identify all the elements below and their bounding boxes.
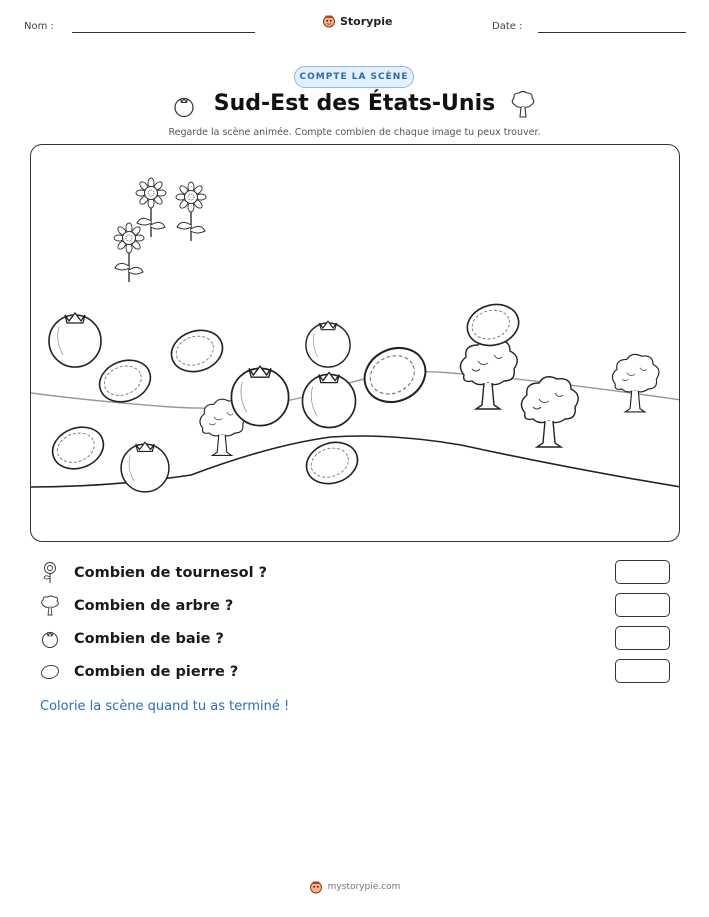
question-row-sunflower <box>40 560 670 586</box>
berry <box>306 321 350 367</box>
scene-illustration <box>31 145 680 542</box>
stone <box>301 436 363 490</box>
date-field-line[interactable] <box>538 32 686 33</box>
instructions: Regarde la scène animée. Compte combien de chaque image tu peux trouver. <box>168 127 541 138</box>
berry-icon <box>40 629 60 649</box>
tree <box>521 377 578 447</box>
stone <box>166 324 228 378</box>
tree-icon <box>509 90 537 120</box>
question-row-tree <box>40 593 670 619</box>
activity-badge: COMPTE LA SCÈNE <box>294 66 414 88</box>
question-text: Combien de tournesol ? <box>74 565 268 581</box>
date-label: Date : <box>492 21 523 32</box>
tree-icon <box>40 596 60 616</box>
berry <box>121 442 169 492</box>
brand-logo <box>322 14 392 28</box>
tree <box>612 354 659 412</box>
stone <box>463 299 524 351</box>
footer-brand-url[interactable]: mystorypie.com <box>327 882 401 892</box>
tree <box>460 339 517 409</box>
footer <box>0 880 709 894</box>
storypie-mascot-icon <box>322 14 336 28</box>
scene-panel <box>30 144 680 542</box>
berry <box>302 372 355 427</box>
berry <box>49 313 101 367</box>
sunflower <box>114 223 144 282</box>
stone <box>356 338 435 411</box>
berry <box>231 366 288 425</box>
answer-box-stone[interactable] <box>615 659 670 683</box>
question-text: Combien de arbre ? <box>74 598 234 614</box>
answer-box-sunflower[interactable] <box>615 560 670 584</box>
stone <box>47 420 110 475</box>
page-title: Sud-Est des États-Unis <box>213 91 496 116</box>
question-row-stone <box>40 659 670 685</box>
sunflower <box>176 182 206 241</box>
stone <box>94 353 157 408</box>
coloring-message: Colorie la scène quand tu as terminé ! <box>40 699 290 714</box>
sunflower-icon <box>40 563 60 583</box>
question-text: Combien de pierre ? <box>74 664 239 680</box>
storypie-mascot-icon <box>309 880 323 894</box>
answer-box-berry[interactable] <box>615 626 670 650</box>
name-label: Nom : <box>24 21 54 32</box>
brand-name: Storypie <box>340 14 393 28</box>
question-text: Combien de baie ? <box>74 631 224 647</box>
answer-box-tree[interactable] <box>615 593 670 617</box>
name-field-line[interactable] <box>72 32 255 33</box>
question-row-berry <box>40 626 670 652</box>
stone-icon <box>40 662 60 682</box>
